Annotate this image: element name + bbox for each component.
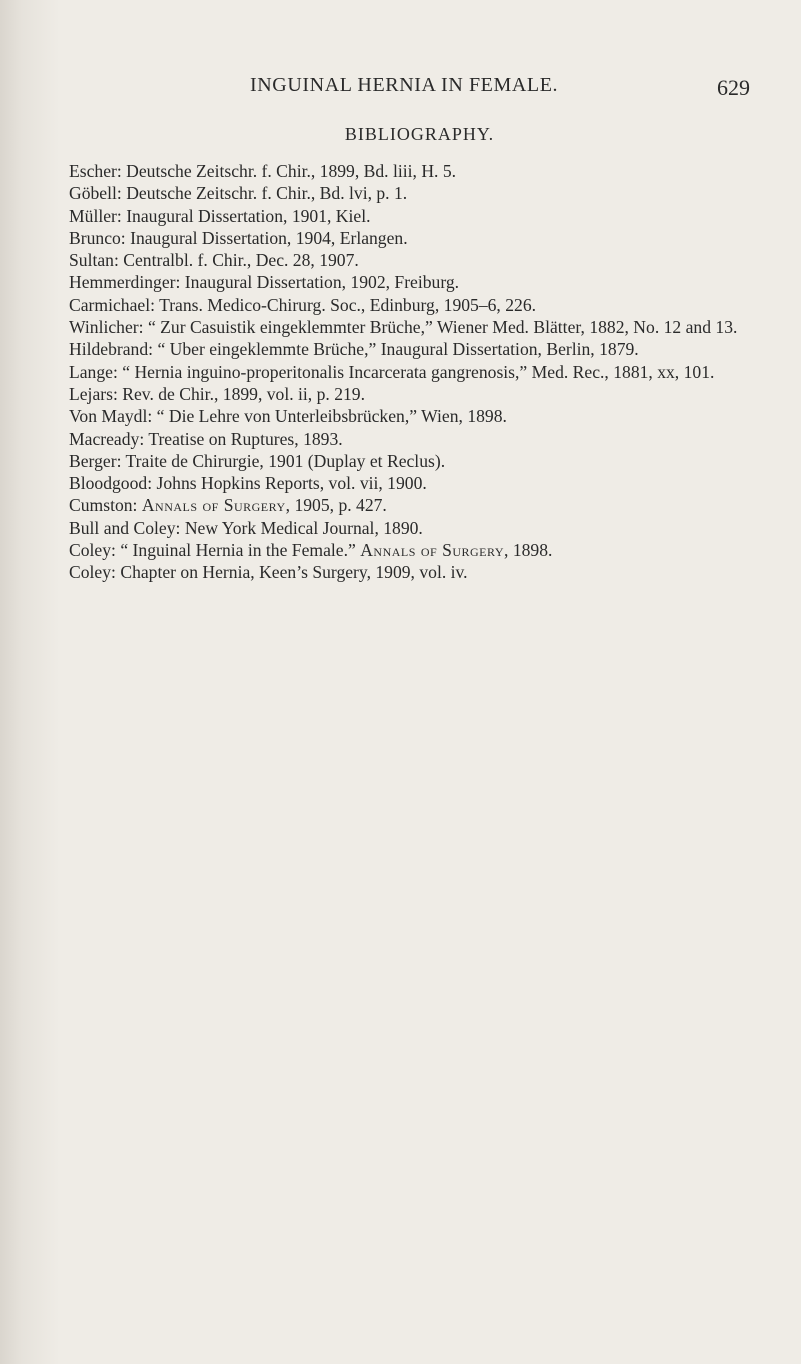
- entry-author: Coley: [69, 562, 112, 583]
- entry-author: Hemmerdinger: [69, 272, 176, 293]
- bibliography-entry: Winlicher: “ Zur Casuistik eingeklemmter Brüche,” Wiener Med. Blätter, 1882, No. 12 and 13.: [69, 317, 738, 338]
- bibliography-title: BIBLIOGRAPHY.: [344, 124, 495, 144]
- bibliography-entry: Sultan: Centralbl. f. Chir., Dec. 28, 1907.: [69, 250, 359, 271]
- entry-author: Berger: [69, 450, 117, 471]
- entry-citation: Trans. Medico-Chirurg. Soc., Edinburg, 1905–6, 226.: [159, 294, 537, 315]
- bibliography-entry: Escher: Deutsche Zeitschr. f. Chir., 1899, Bd. liii, H. 5.: [69, 161, 457, 181]
- bibliography-entry: Hemmerdinger: Inaugural Dissertation, 1902, Freiburg.: [69, 272, 460, 293]
- entry-citation: “ Inguinal Hernia in the Female.”: [120, 540, 356, 561]
- bibliography-entry: Macready: Treatise on Ruptures, 1893.: [69, 428, 343, 449]
- entry-citation: Deutsche Zeitschr. f. Chir., 1899, Bd. liii, H. 5.: [126, 161, 457, 181]
- entry-author: Lange: [69, 361, 113, 382]
- bibliography-entry: Bull and Coley: New York Medical Journal, 1890.: [69, 517, 423, 538]
- entry-author: Hildebrand: [69, 339, 149, 360]
- entry-citation-end: , 1898.: [504, 540, 553, 561]
- entry-citation: “ Uber eingeklemmte Brüche,” Inaugural Dissertation, Berlin, 1879.: [157, 339, 639, 360]
- bibliography-list: [69, 160, 751, 584]
- entry-author: Escher: [69, 161, 117, 181]
- entry-citation: “ Zur Casuistik eingeklemmter Brüche,” Wiener Med. Blätter, 1882, No. 12 and 13.: [147, 317, 738, 338]
- bibliography-entry: Lejars: Rev. de Chir., 1899, vol. ii, p. 219.: [69, 383, 365, 404]
- bibliography-entry: Coley: “ Inguinal Hernia in the Female.” Annals of Surgery, 1898.: [69, 540, 553, 561]
- entry-citation: Inaugural Dissertation, 1902, Freiburg.: [184, 272, 460, 293]
- bibliography-entry: Hildebrand: “ Uber eingeklemmte Brüche,” Inaugural Dissertation, Berlin, 1879.: [69, 339, 639, 360]
- entry-citation: Rev. de Chir., 1899, vol. ii, p. 219.: [122, 383, 365, 404]
- bibliography-entry: Von Maydl: “ Die Lehre von Unterleibsbrücken,” Wien, 1898.: [69, 406, 507, 427]
- bibliography-entry: Carmichael: Trans. Medico-Chirurg. Soc., Edinburg, 1905–6, 226.: [69, 294, 537, 315]
- entry-author: Macready: [69, 428, 140, 449]
- bibliography-entry: Cumston: Annals of Surgery, 1905, p. 427.: [69, 495, 387, 516]
- entry-citation: “ Die Lehre von Unterleibsbrücken,” Wien, 1898.: [156, 406, 507, 427]
- bibliography-entry: Berger: Traite de Chirurgie, 1901 (Duplay et Reclus).: [69, 450, 446, 471]
- entry-citation: Deutsche Zeitschr. f. Chir., Bd. lvi, p. 1.: [126, 183, 408, 204]
- entry-author: Bull and Coley: [69, 517, 176, 538]
- entry-citation: Treatise on Ruptures, 1893.: [148, 428, 343, 449]
- bibliography-entry: Coley: Chapter on Hernia, Keen’s Surgery, 1909, vol. iv.: [69, 562, 468, 583]
- bibliography-entry: Müller: Inaugural Dissertation, 1901, Kiel.: [69, 205, 371, 226]
- entry-citation: Inaugural Dissertation, 1904, Erlangen.: [130, 227, 408, 248]
- entry-citation: Johns Hopkins Reports, vol. vii, 1900.: [156, 473, 427, 494]
- entry-journal: Annals of Surgery: [360, 540, 505, 561]
- page-header: [250, 74, 750, 104]
- bibliography-entry: Bloodgood: Johns Hopkins Reports, vol. vii, 1900.: [69, 473, 427, 494]
- entry-author: Brunco: [69, 227, 121, 248]
- bibliography-entry: Göbell: Deutsche Zeitschr. f. Chir., Bd. lvi, p. 1.: [69, 183, 408, 204]
- entry-journal: Annals of Surgery: [141, 495, 286, 516]
- entry-citation: Inaugural Dissertation, 1901, Kiel.: [126, 205, 371, 226]
- entry-author: Sultan: [69, 250, 114, 271]
- entry-citation: , 1905, p. 427.: [285, 495, 387, 516]
- entry-author: Coley: [69, 540, 112, 561]
- bibliography-entry: Brunco: Inaugural Dissertation, 1904, Erlangen.: [69, 227, 408, 248]
- running-head: INGUINAL HERNIA IN FEMALE.: [250, 74, 559, 96]
- entry-author: Winlicher: [69, 317, 139, 338]
- page-number: 629: [717, 75, 750, 100]
- entry-citation: “ Hernia inguino-properitonalis Incarcerata gangrenosis,” Med. Rec., 1881, xx, 101.: [122, 361, 715, 382]
- entry-author: Lejars: [69, 383, 113, 404]
- entry-author: Carmichael: [69, 294, 151, 315]
- entry-author: Bloodgood: [69, 473, 148, 494]
- entry-author: Müller: [69, 205, 117, 226]
- entry-citation: New York Medical Journal, 1890.: [184, 517, 423, 538]
- entry-citation: Chapter on Hernia, Keen’s Surgery, 1909, vol. iv.: [120, 562, 468, 583]
- entry-author: Cumston: [69, 495, 133, 516]
- bibliography-entry: Lange: “ Hernia inguino-properitonalis Incarcerata gangrenosis,” Med. Rec., 1881, xx, 101.: [69, 361, 715, 382]
- entry-citation: Centralbl. f. Chir., Dec. 28, 1907.: [123, 250, 359, 271]
- entry-citation: Traite de Chirurgie, 1901 (Duplay et Reclus).: [125, 450, 446, 471]
- entry-author: Göbell: [69, 183, 117, 204]
- entry-author: Von Maydl: [69, 406, 148, 427]
